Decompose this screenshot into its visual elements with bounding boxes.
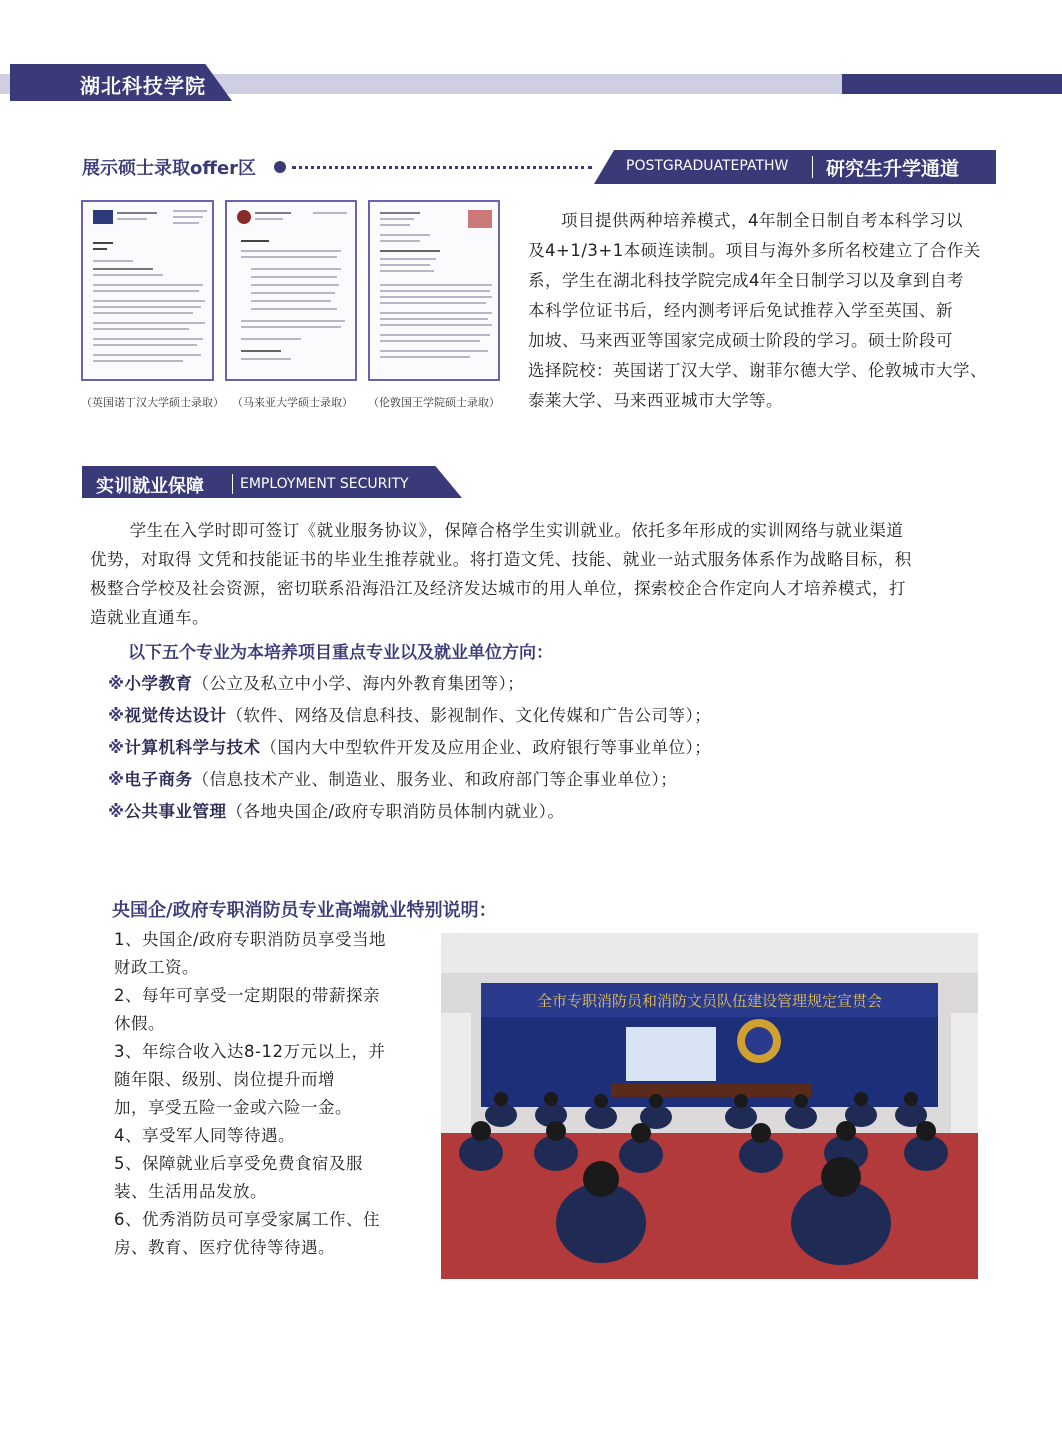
benefit-line: 5、保障就业后享受免费食宿及服 xyxy=(114,1154,363,1173)
pathway-separator xyxy=(812,156,813,178)
major-desc: （公立及私立中小学、海内外教育集团等）； xyxy=(192,674,525,693)
intro-line: 选择院校：英国诺丁汉大学、谢菲尔德大学、伦敦城市大学、 xyxy=(528,361,987,380)
reference-mark-icon: ※ xyxy=(108,770,125,789)
offer-letter-nottingham xyxy=(81,200,214,381)
offer-section-title: 展示硕士录取offer区 xyxy=(82,158,257,179)
intro-line: 本科学位证书后，经内测考评后免试推荐入学至英国、新 xyxy=(528,301,953,320)
offer-letter-malaya xyxy=(225,200,357,381)
benefit-line: 加，享受五险一金或六险一金。 xyxy=(114,1098,352,1117)
employment-line: 极整合学校及社会资源，密切联系沿海沿江及经济发达城市的用人单位，探索校企合作定向人才培养模式，打 xyxy=(90,579,906,598)
benefit-line: 1、央国企/政府专职消防员享受当地 xyxy=(114,930,387,949)
major-name: 电子商务 xyxy=(124,770,193,789)
reference-mark-icon: ※ xyxy=(108,802,125,821)
major-item xyxy=(108,702,711,726)
employment-line: 造就业直通车。 xyxy=(90,608,209,627)
university-crest-icon xyxy=(237,210,251,224)
employment-paragraph xyxy=(90,516,990,632)
intro-line: 泰莱大学、马来西亚城市大学等。 xyxy=(528,391,783,410)
benefit-item xyxy=(114,982,424,1038)
benefit-line: 休假。 xyxy=(114,1014,165,1033)
intro-line: 加坡、马来西亚等国家完成硕士阶段的学习。硕士阶段可 xyxy=(528,331,953,350)
benefit-line: 房、教育、医疗优待等待遇。 xyxy=(114,1238,335,1257)
benefit-line: 随年限、级别、岗位提升而增 xyxy=(114,1070,335,1089)
intro-line: 及4+1/3+1本硕连读制。项目与海外多所名校建立了合作关 xyxy=(528,241,981,260)
benefit-item xyxy=(114,1206,424,1262)
benefit-item xyxy=(114,926,424,982)
reference-mark-icon: ※ xyxy=(108,706,125,725)
major-desc: （各地央国企/政府专职消防员体制内就业）。 xyxy=(226,802,565,821)
firefighter-benefits-list xyxy=(114,926,424,1262)
offer-letter-kings-college xyxy=(368,200,500,381)
university-logo-icon xyxy=(93,210,113,224)
benefit-line: 6、优秀消防员可享受家属工作、住 xyxy=(114,1210,380,1229)
benefit-line: 2、每年可享受一定期限的带薪探亲 xyxy=(114,986,380,1005)
employment-line: 学生在入学时即可签订《就业服务协议》，保障合格学生实训就业。依托多年形成的实训网络与就业渠道 xyxy=(129,521,904,540)
benefit-line: 财政工资。 xyxy=(114,958,199,977)
university-logo-icon xyxy=(468,210,492,228)
major-desc: （软件、网络及信息科技、影视制作、文化传媒和广告公司等）； xyxy=(226,706,712,725)
dotted-divider xyxy=(292,166,592,169)
pathway-intro xyxy=(528,206,1018,416)
header-band-accent xyxy=(842,74,1062,94)
benefit-item xyxy=(114,1150,424,1206)
offer-caption-3: （伦敦国王学院硕士录取） xyxy=(368,396,500,409)
reference-mark-icon: ※ xyxy=(108,674,125,693)
major-item xyxy=(108,734,711,758)
pathway-title-cn: 研究生升学通道 xyxy=(826,158,960,180)
benefit-item xyxy=(114,1122,424,1150)
employment-separator xyxy=(232,474,233,494)
benefit-item xyxy=(114,1038,424,1122)
reference-mark-icon: ※ xyxy=(108,738,125,757)
pathway-title-en: POSTGRADUATEPATHW xyxy=(626,158,789,174)
major-name: 小学教育 xyxy=(124,674,193,693)
photo-banner-text: 全市专职消防员和消防文员队伍建设管理规定宣贯会 xyxy=(536,992,883,1010)
intro-line: 项目提供两种培养模式，4年制全日制自考本科学习以 xyxy=(561,211,963,230)
benefit-line: 3、年综合收入达8-12万元以上，并 xyxy=(114,1042,386,1061)
page-title: 湖北科技学院 xyxy=(80,74,206,98)
major-name: 公共事业管理 xyxy=(124,802,227,821)
major-name: 视觉传达设计 xyxy=(124,706,227,725)
offer-caption-2: （马来亚大学硕士录取） xyxy=(232,396,353,409)
employment-title-cn: 实训就业保障 xyxy=(96,476,204,497)
employment-line: 优势，对取得 文凭和技能证书的毕业生推荐就业。将打造文凭、技能、就业一站式服务体系作为战略目标，积 xyxy=(90,550,912,569)
major-item xyxy=(108,766,677,790)
focus-majors-title: 以下五个专业为本培养项目重点专业以及就业单位方向： xyxy=(128,643,553,663)
employment-title-en: EMPLOYMENT SECURITY xyxy=(240,476,409,492)
major-name: 计算机科学与技术 xyxy=(124,738,261,757)
major-desc: （国内大中型软件开发及应用企业、政府银行等事业单位）； xyxy=(260,738,712,757)
intro-line: 系，学生在湖北科技学院完成4年全日制学习以及拿到自考 xyxy=(528,271,964,290)
benefit-line: 4、享受军人同等待遇。 xyxy=(114,1126,295,1145)
meeting-photo xyxy=(441,933,978,1279)
major-item xyxy=(108,798,564,822)
major-desc: （信息技术产业、制造业、服务业、和政府部门等企事业单位）； xyxy=(192,770,678,789)
major-item xyxy=(108,670,524,694)
offer-caption-1: （英国诺丁汉大学硕士录取） xyxy=(81,396,224,409)
firefighter-title: 央国企/政府专职消防员专业高端就业特别说明： xyxy=(112,900,497,921)
meeting-room-illustration xyxy=(441,933,978,1279)
bullet-dot-icon xyxy=(274,161,286,173)
benefit-line: 装、生活用品发放。 xyxy=(114,1182,267,1201)
